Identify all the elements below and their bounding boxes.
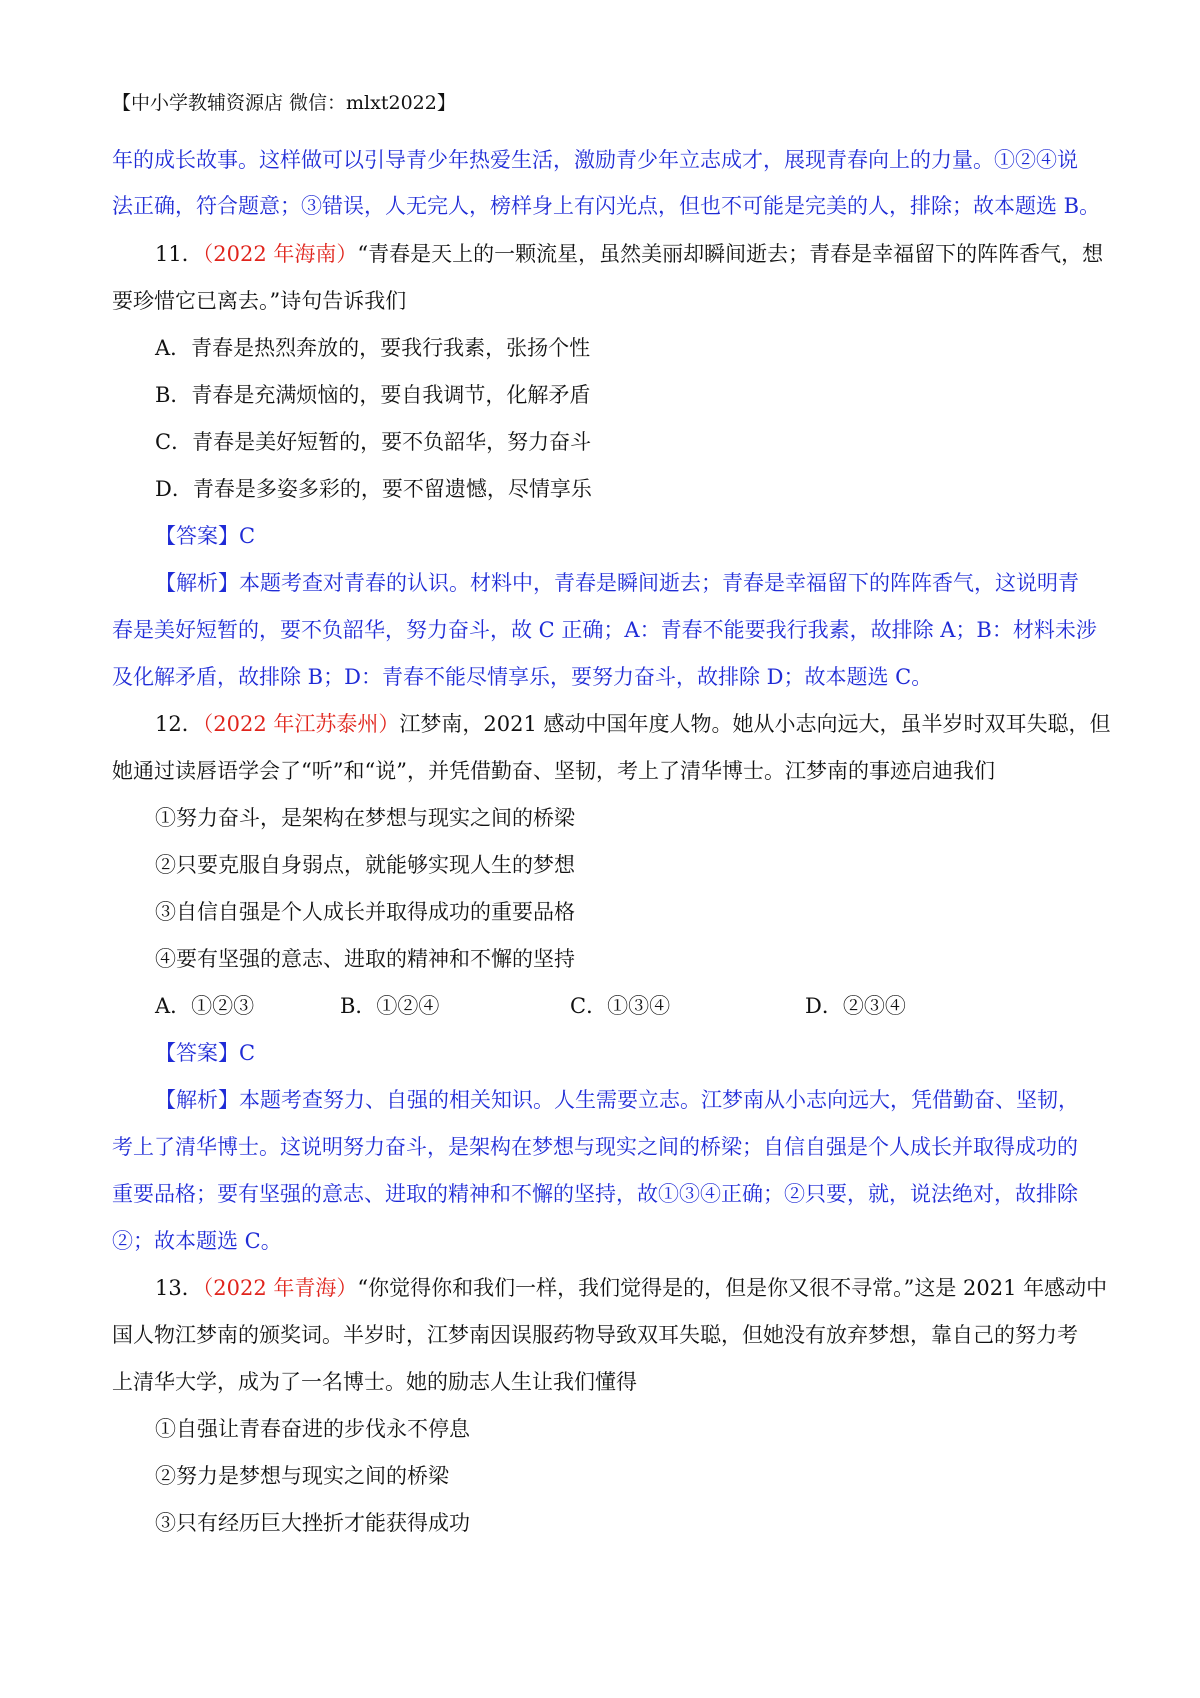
q13-number: 13．	[155, 1276, 203, 1300]
q12-statement-1: ①努力奋斗，是架构在梦想与现实之间的桥梁	[155, 806, 575, 830]
q11-option-a: A．青春是热烈奔放的，要我行我素，张扬个性	[155, 336, 591, 360]
q13-stem-line-2: 国人物江梦南的颁奖词。半岁时，江梦南因误服药物导致双耳失聪，但她没有放弃梦想，靠自己的努力考	[112, 1323, 1078, 1347]
prev-analysis-line-1: 年的成长故事。这样做可以引导青少年热爱生活，激励青少年立志成才，展现青春向上的力量。①②④说	[112, 148, 1078, 172]
q12-option-d: D．②③④	[805, 994, 906, 1018]
q13-statement-2: ②努力是梦想与现实之间的桥梁	[155, 1464, 449, 1488]
q11-stem-line-1	[155, 238, 1103, 268]
q11-source: （2022 年海南）	[202, 242, 358, 266]
q11-option-b: B．青春是充满烦恼的，要自我调节，化解矛盾	[155, 383, 591, 407]
q12-stem-line-2: 她通过读唇语学会了“听”和“说”，并凭借勤奋、坚韧，考上了清华博士。江梦南的事迹启迪我们	[112, 759, 995, 783]
q12-stem-line-1	[155, 708, 1110, 738]
page-header: 【中小学教辅资源店 微信：mlxt2022】	[112, 92, 456, 114]
q11-number: 11．	[155, 242, 203, 266]
q13-statement-1: ①自强让青春奋进的步伐永不停息	[155, 1417, 470, 1441]
q13-source: （2022 年青海）	[202, 1276, 358, 1300]
q13-stem-line-3: 上清华大学，成为了一名博士。她的励志人生让我们懂得	[112, 1370, 637, 1394]
q12-answer: 【答案】C	[155, 1041, 256, 1065]
q12-number: 12．	[155, 712, 203, 736]
q11-analysis-line-3: 及化解矛盾，故排除 B；D：青春不能尽情享乐，要努力奋斗，故排除 D；故本题选 C。	[112, 665, 933, 689]
q11-option-d: D．青春是多姿多彩的，要不留遗憾，尽情享乐	[155, 477, 592, 501]
q12-source: （2022 年江苏泰州）	[202, 712, 400, 736]
q12-option-b: B．①②④	[340, 994, 440, 1018]
q12-option-a: A．①②③	[155, 994, 255, 1018]
q12-statement-3: ③自信自强是个人成长并取得成功的重要品格	[155, 900, 575, 924]
q11-analysis-line-2: 春是美好短暂的，要不负韶华，努力奋斗，故 C 正确；A：青春不能要我行我素，故排除 A；B：材料未涉	[112, 618, 1097, 642]
q12-analysis-line-2: 考上了清华博士。这说明努力奋斗，是架构在梦想与现实之间的桥梁；自信自强是个人成长并取得成功的	[112, 1135, 1078, 1159]
q11-answer: 【答案】C	[155, 524, 256, 548]
q11-analysis-line-1: 【解析】本题考查对青春的认识。材料中，青春是瞬间逝去；青春是幸福留下的阵阵香气，这说明青	[155, 571, 1079, 595]
q12-option-c: C．①③④	[570, 994, 671, 1018]
q11-option-c: C．青春是美好短暂的，要不负韶华，努力奋斗	[155, 430, 592, 454]
q11-stem-text: “青春是天上的一颗流星，虽然美丽却瞬间逝去；青春是幸福留下的阵阵香气，想	[357, 242, 1104, 266]
q12-analysis-line-4: ②；故本题选 C。	[112, 1229, 282, 1253]
q12-analysis-line-3: 重要品格；要有坚强的意志、进取的精神和不懈的坚持，故①③④正确；②只要，就，说法绝对，故排除	[112, 1182, 1078, 1206]
prev-analysis-line-2: 法正确，符合题意；③错误，人无完人，榜样身上有闪光点，但也不可能是完美的人，排除；故本题选 B。	[112, 194, 1101, 218]
q12-stem-text: 江梦南，2021 感动中国年度人物。她从小志向远大，虽半岁时双耳失聪，但	[399, 712, 1111, 736]
q12-statement-4: ④要有坚强的意志、进取的精神和不懈的坚持	[155, 947, 575, 971]
q12-analysis-line-1: 【解析】本题考查努力、自强的相关知识。人生需要立志。江梦南从小志向远大，凭借勤奋、坚韧，	[155, 1088, 1079, 1112]
q13-statement-3: ③只有经历巨大挫折才能获得成功	[155, 1511, 470, 1535]
q13-stem-text: “你觉得你和我们一样，我们觉得是的，但是你又很不寻常。”这是 2021 年感动中	[357, 1276, 1108, 1300]
q11-stem-line-2: 要珍惜它已离去。”诗句告诉我们	[112, 289, 407, 313]
q13-stem-line-1	[155, 1272, 1107, 1302]
q12-statement-2: ②只要克服自身弱点，就能够实现人生的梦想	[155, 853, 575, 877]
